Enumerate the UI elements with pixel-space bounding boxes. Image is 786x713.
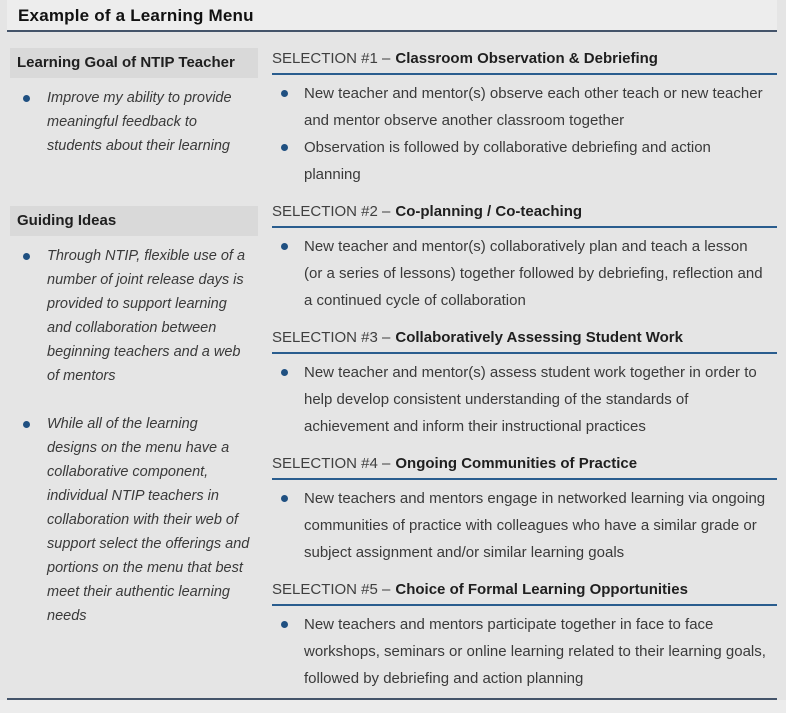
section-bullet	[272, 485, 777, 566]
bullet-icon	[23, 421, 30, 428]
section-bullet-list	[272, 233, 777, 314]
sidebar-bullet-text: While all of the learning designs on the menu have a collaborative component, individual NTIP teachers in collaboration with their web of support select the offerings and portions on the menu that best meet their authentic learning needs	[47, 416, 250, 624]
section-label: SELECTION #3 –	[272, 329, 391, 346]
section-title: Co-planning / Co-teaching	[395, 203, 583, 220]
bullet-icon	[281, 90, 288, 97]
section-bullet-list	[272, 359, 777, 440]
section-bullet-text: New teachers and mentors participate together in face to face workshops, seminars or online learning related to their learning goals, followed by debriefing and action planning	[304, 616, 766, 687]
section-label: SELECTION #1 –	[272, 50, 391, 67]
sidebar-bullet	[10, 412, 261, 628]
main-column	[261, 48, 777, 705]
section-label: SELECTION #2 –	[272, 203, 391, 220]
section-label: SELECTION #4 –	[272, 455, 391, 472]
sidebar	[7, 48, 261, 705]
section-bullet	[272, 233, 777, 314]
bullet-icon	[281, 243, 288, 250]
section-title: Collaboratively Assessing Student Work	[395, 329, 683, 346]
section-heading	[272, 453, 777, 480]
bullet-icon	[281, 621, 288, 628]
sidebar-bullet-text: Improve my ability to provide meaningful feedback to students about their learning	[47, 90, 232, 154]
section-bullet-list	[272, 611, 777, 692]
section-bullet-text: New teachers and mentors engage in networked learning via ongoing communities of practice with colleagues who have a similar grade or subject assignment and/or similar learning goals	[304, 490, 766, 561]
sidebar-bullet-list	[10, 244, 261, 628]
section-title: Classroom Observation & Debriefing	[395, 50, 658, 67]
section-bullet	[272, 80, 777, 134]
section-title: Ongoing Communities of Practice	[395, 455, 638, 472]
sidebar-section-header-guiding-ideas: Guiding Ideas	[10, 206, 258, 236]
main-section-4	[272, 453, 777, 566]
main-section-1	[272, 48, 777, 188]
section-label: SELECTION #5 –	[272, 581, 391, 598]
section-bullet-text: New teacher and mentor(s) assess student work together in order to help develop consistent understanding of the standards of achievement and inform their instructional practices	[304, 364, 757, 435]
section-heading	[272, 579, 777, 606]
sidebar-section-header-learning-goal: Learning Goal of NTIP Teacher	[10, 48, 258, 78]
section-bullet	[272, 359, 777, 440]
section-bullet-text: New teacher and mentor(s) collaboratively plan and teach a lesson (or a series of lessons) together followed by debriefing, reflection and a continued cycle of collaboration	[304, 238, 763, 309]
bullet-icon	[281, 144, 288, 151]
bullet-icon	[281, 369, 288, 376]
footer-strip	[0, 700, 786, 713]
bullet-icon	[23, 95, 30, 102]
section-bullet-text: New teacher and mentor(s) observe each other teach or new teacher and mentor observe another classroom together	[304, 85, 763, 129]
section-bullet	[272, 134, 777, 188]
section-bullet-list	[272, 80, 777, 188]
main-section-5	[272, 579, 777, 692]
section-title: Choice of Formal Learning Opportunities	[395, 581, 688, 598]
section-heading	[272, 201, 777, 228]
bullet-icon	[23, 253, 30, 260]
main-section-3	[272, 327, 777, 440]
main-section-2	[272, 201, 777, 314]
sidebar-bullet	[10, 86, 261, 158]
section-bullet-list	[272, 485, 777, 566]
title-band	[7, 0, 777, 32]
page-title: Example of a Learning Menu	[18, 6, 254, 25]
section-bullet-text: Observation is followed by collaborative debriefing and action planning	[304, 139, 711, 183]
content	[0, 32, 786, 705]
sidebar-bullet-text: Through NTIP, flexible use of a number of joint release days is provided to support learning and collaboration between beginning teachers and a web of mentors	[47, 248, 246, 384]
sidebar-bullet	[10, 244, 261, 388]
section-heading	[272, 327, 777, 354]
section-bullet	[272, 611, 777, 692]
sidebar-bullet-list	[10, 86, 261, 158]
bullet-icon	[281, 495, 288, 502]
section-heading	[272, 48, 777, 75]
